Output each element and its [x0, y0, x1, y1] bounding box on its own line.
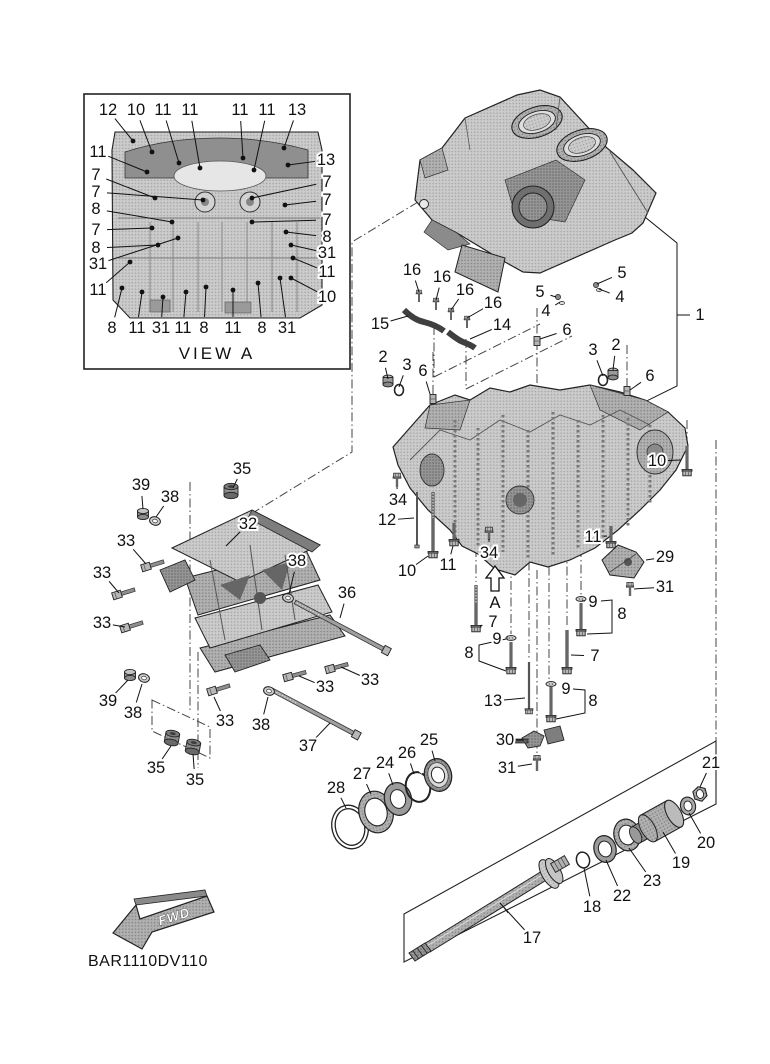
callout-label: 5 — [617, 264, 627, 282]
callout-dot — [231, 288, 236, 293]
callout-label: 11 — [318, 263, 336, 281]
callout-label: 7 — [91, 166, 101, 184]
callout-label: 1 — [695, 306, 705, 324]
callout-dot — [283, 203, 288, 208]
callout-dot — [204, 285, 209, 290]
leader-line — [340, 604, 344, 618]
leader-line — [597, 360, 603, 376]
callout-label: 10 — [397, 562, 417, 580]
callout-label: 38 — [287, 552, 307, 570]
callout-label: 18 — [582, 898, 602, 916]
callout-label: 11 — [584, 528, 602, 546]
callout-label: 28 — [326, 779, 346, 797]
callout-dot — [128, 260, 133, 265]
callout-label: 12 — [377, 511, 397, 529]
callout-label: 34 — [479, 544, 499, 562]
leader-line — [504, 698, 525, 700]
callout-label: 6 — [645, 367, 655, 385]
fwd-arrow — [113, 890, 214, 949]
callout-label: 16 — [483, 294, 503, 312]
callout-label: 38 — [160, 488, 180, 506]
callout-label: 2 — [378, 348, 388, 366]
callout-dot — [198, 166, 203, 171]
callout-dot — [201, 198, 206, 203]
callout-label: 12 — [98, 101, 118, 119]
clamp-30 — [514, 726, 564, 748]
callout-label: 29 — [655, 548, 675, 566]
view-direction-label: A — [489, 594, 501, 612]
leader-line — [518, 764, 532, 766]
leader-line — [416, 556, 428, 565]
callout-dot — [284, 230, 289, 235]
lower-crankcase — [393, 385, 688, 575]
callout-label: 35 — [232, 460, 252, 478]
callout-dot — [176, 236, 181, 241]
callout-dot — [120, 286, 125, 291]
callout-dot — [140, 290, 145, 295]
callout-label: 7 — [488, 613, 498, 631]
callout-label: 36 — [337, 584, 357, 602]
mount-bracket — [160, 510, 345, 672]
leader-line — [136, 684, 142, 702]
callout-label: 4 — [541, 302, 551, 320]
callout-label: 11 — [89, 281, 107, 299]
leader-line — [389, 773, 393, 785]
callout-label: 22 — [612, 887, 632, 905]
callout-dot — [252, 168, 257, 173]
leader-line — [630, 382, 641, 390]
callout-label: 7 — [91, 183, 101, 201]
callout-label: 38 — [251, 716, 271, 734]
callout-label: 11 — [439, 556, 457, 574]
leader-line — [470, 329, 492, 339]
callout-label: 3 — [402, 356, 412, 374]
callout-label: 17 — [522, 929, 542, 947]
callout-dot — [150, 150, 155, 155]
callout-label: 24 — [375, 754, 395, 772]
leader-line — [341, 667, 360, 676]
callout-label: 8 — [107, 319, 117, 337]
callout-label: 11 — [231, 101, 249, 119]
callout-label: 11 — [89, 143, 107, 161]
leader-line — [629, 848, 646, 872]
callout-label: 8 — [617, 605, 627, 623]
callout-label: 33 — [215, 712, 235, 730]
callout-dot — [289, 243, 294, 248]
callout-label: 7 — [590, 647, 600, 665]
callout-label: 31 — [277, 319, 297, 337]
callout-label: 7 — [322, 173, 332, 191]
callout-label: 11 — [181, 101, 199, 119]
callout-label: 6 — [418, 362, 428, 380]
callout-dot — [289, 276, 294, 281]
bracket-29 — [602, 545, 644, 578]
callout-label: 10 — [647, 452, 667, 470]
callout-label: 11 — [154, 101, 172, 119]
callout-label: 8 — [91, 239, 101, 257]
callout-label: 11 — [174, 319, 192, 337]
callout-label: 33 — [360, 671, 380, 689]
callout-dot — [170, 220, 175, 225]
callout-label: 35 — [185, 771, 205, 789]
leader-line — [109, 581, 119, 593]
callout-dot — [291, 256, 296, 261]
callout-label: 8 — [257, 319, 267, 337]
callout-label: 8 — [464, 644, 474, 662]
callout-label: 33 — [116, 532, 136, 550]
callout-dot — [145, 170, 150, 175]
callout-label: 33 — [315, 678, 335, 696]
clamp-strips — [404, 310, 475, 348]
leader-line — [398, 518, 414, 519]
leader-line — [116, 680, 128, 693]
leader-line — [391, 316, 408, 321]
callout-dot — [156, 243, 161, 248]
callout-label: 11 — [128, 319, 146, 337]
callout-dot — [250, 220, 255, 225]
leader-line — [597, 277, 612, 284]
callout-label: 39 — [131, 476, 151, 494]
callout-dot — [153, 196, 158, 201]
callout-label: 34 — [388, 491, 408, 509]
leader-line — [689, 813, 701, 833]
leader-line — [634, 588, 654, 589]
callout-label: 37 — [298, 737, 318, 755]
callout-dot — [150, 226, 155, 231]
view-a-inset — [84, 94, 350, 369]
callout-label: 38 — [123, 704, 143, 722]
callout-label: 5 — [535, 283, 545, 301]
callout-dot — [278, 276, 283, 281]
callout-dot — [282, 146, 287, 151]
callout-label: 8 — [588, 692, 598, 710]
leader-line — [316, 723, 330, 738]
leader-line — [214, 697, 220, 711]
callout-dot — [286, 163, 291, 168]
callout-label: 9 — [492, 630, 502, 648]
callout-label: 27 — [352, 765, 372, 783]
leader-line — [467, 308, 483, 318]
callout-label: 2 — [611, 336, 621, 354]
callout-label: 31 — [88, 255, 108, 273]
callout-label: 6 — [562, 321, 572, 339]
callout-label: 31 — [151, 319, 171, 337]
leader-line — [540, 333, 557, 339]
callout-dot — [161, 295, 166, 300]
callout-label: 11 — [224, 319, 242, 337]
leader-line — [264, 697, 268, 714]
leader-line — [451, 546, 453, 554]
callout-label: 7 — [322, 191, 332, 209]
callout-label: 16 — [402, 261, 422, 279]
leader-line — [133, 549, 146, 564]
callout-label: 39 — [98, 692, 118, 710]
callout-dot — [184, 290, 189, 295]
callout-label: 10 — [126, 101, 146, 119]
callout-label: 15 — [370, 315, 390, 333]
callout-label: 21 — [701, 754, 721, 772]
callout-label: 35 — [146, 759, 166, 777]
callout-label: 9 — [588, 593, 598, 611]
leader-line — [142, 496, 143, 509]
nut-21 — [692, 785, 708, 803]
callout-label: 8 — [199, 319, 209, 337]
callout-label: 31 — [317, 244, 337, 262]
leader-line — [162, 746, 171, 759]
drawing-number: BAR1110DV110 — [88, 953, 208, 970]
callout-dot — [256, 281, 261, 286]
callout-label: 33 — [92, 614, 112, 632]
callout-label: 19 — [671, 854, 691, 872]
callout-label: 26 — [397, 744, 417, 762]
leader-line — [606, 860, 618, 886]
leader-line — [663, 832, 675, 853]
callout-label: 7 — [91, 221, 101, 239]
fwd-label: FWD — [156, 904, 192, 929]
callout-dot — [241, 156, 246, 161]
leader-line — [584, 868, 590, 896]
callout-label: 23 — [642, 872, 662, 890]
callout-label: 25 — [419, 731, 439, 749]
callout-label: 13 — [483, 692, 503, 710]
leader-line — [571, 655, 584, 656]
callout-label: 33 — [92, 564, 112, 582]
leader-line — [700, 773, 706, 787]
leader-line — [156, 506, 164, 517]
callout-label: 16 — [455, 281, 475, 299]
callout-label: 20 — [696, 834, 716, 852]
callout-label: 3 — [588, 341, 598, 359]
callout-dot — [131, 139, 136, 144]
leader-line — [646, 559, 654, 560]
callout-label: 11 — [258, 101, 276, 119]
callout-label: 8 — [322, 228, 332, 246]
callout-label: 32 — [238, 515, 258, 533]
callout-label: 30 — [495, 731, 515, 749]
view-a-caption: VIEW A — [178, 344, 256, 363]
leader-line — [299, 676, 315, 683]
callout-label: 14 — [492, 316, 512, 334]
view-a-drawing — [112, 132, 322, 318]
leader-line — [550, 295, 556, 297]
callout-label: 13 — [287, 101, 307, 119]
leader-line — [426, 382, 430, 394]
callout-label: 7 — [322, 211, 332, 229]
callout-label: 4 — [615, 288, 625, 306]
callout-label: 31 — [655, 578, 675, 596]
callout-dot — [177, 161, 182, 166]
callout-label: 16 — [432, 268, 452, 286]
callout-label: 8 — [91, 200, 101, 218]
leader-line — [668, 460, 681, 461]
callout-label: 31 — [497, 759, 517, 777]
leader-line — [193, 754, 194, 769]
drive-shaft — [409, 854, 569, 961]
callout-dot — [250, 196, 255, 201]
leader-line — [451, 299, 459, 310]
callout-label: 9 — [561, 680, 571, 698]
callout-label: 10 — [317, 288, 337, 306]
upper-crankcase — [415, 90, 656, 292]
callout-label: 13 — [316, 151, 336, 169]
